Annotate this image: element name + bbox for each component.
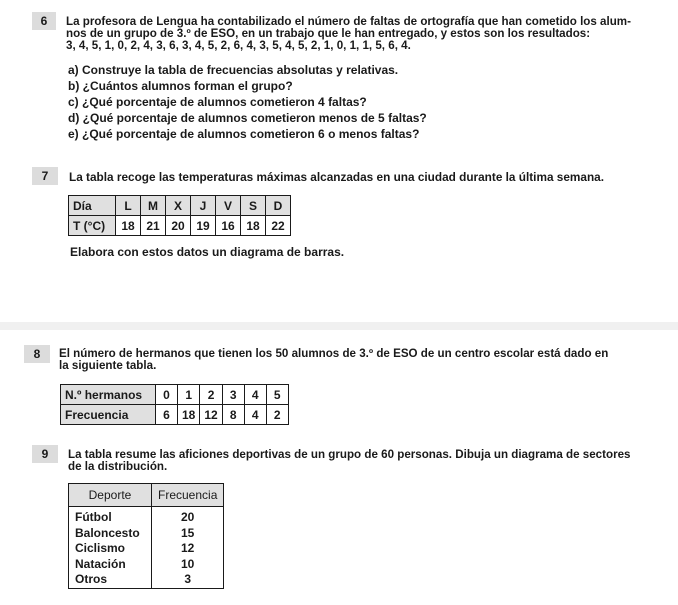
q7-day-header: Día [69,196,116,216]
q6-items [68,62,427,142]
q9-sport-name: Ciclismo [69,541,152,557]
q9-line-1: La tabla resume las aficiones deportivas de un grupo de 60 personas. Dibuja un diagrama de sectores [68,448,631,461]
table-row [69,557,224,573]
q8-siblings-cell: 0 [156,385,178,405]
q7-temp-row [69,216,291,236]
q7-number: 7 [32,167,58,185]
q8-siblings-cell: 5 [266,385,288,405]
q8-siblings-cell: 3 [222,385,244,405]
q9-sport-freq: 3 [152,572,224,588]
q9-sport-name: Otros [69,572,152,588]
q7-temp-header: T (°C) [69,216,116,236]
q8-line-2: la siguiente tabla. [59,359,157,372]
q7-statement: La tabla recoge las temperaturas máximas alcanzadas en una ciudad durante la última semana. [69,170,605,184]
q8-siblings-row [61,385,289,405]
q6-item-d: d) ¿Qué porcentaje de alumnos cometieron menos de 5 faltas? [68,111,427,125]
table-row [69,541,224,557]
q8-siblings-cell: 4 [244,385,266,405]
q9-sports-table [68,483,224,589]
q6-line-3: 3, 4, 5, 1, 0, 2, 4, 3, 6, 3, 4, 5, 2, 6, 4, 3, 5, 4, 5, 2, 1, 0, 1, 1, 5, 6, 4. [66,39,411,52]
q8-frequency-cell: 4 [244,405,266,425]
q8-frequency-cell: 12 [200,405,222,425]
q9-frequency-header: Frecuencia [152,484,224,507]
q9-sport-freq: 20 [152,507,224,526]
q7-temp-cell: 19 [191,216,216,236]
q9-number: 9 [32,445,58,463]
q7-temp-cell: 18 [116,216,141,236]
q6-item-e: e) ¿Qué porcentaje de alumnos cometieron 6 o menos faltas? [68,127,420,141]
q8-frequency-row [61,405,289,425]
q9-sport-name: Natación [69,557,152,573]
q6-statement [66,16,666,52]
q6-line-2: nos de un grupo de 3.º de ESO, en un trabajo que le han entregado, y estos son los resultados: [66,27,591,40]
q7-day-cell: D [266,196,291,216]
q9-sport-name: Baloncesto [69,526,152,542]
q8-line-1: El número de hermanos que tienen los 50 alumnos de 3.º de ESO de un centro escolar está dado en [59,347,609,360]
q7-day-cell: X [166,196,191,216]
q8-siblings-cell: 2 [200,385,222,405]
q6-item-a: a) Construye la tabla de frecuencias absolutas y relativas. [68,63,399,77]
q7-temp-cell: 22 [266,216,291,236]
q8-siblings-cell: 1 [178,385,200,405]
q6-item-c: c) ¿Qué porcentaje de alumnos cometieron 4 faltas? [68,95,367,109]
q8-statement [59,348,608,372]
q7-temp-cell: 20 [166,216,191,236]
q8-siblings-header: N.º hermanos [61,385,156,405]
q6-number: 6 [32,12,56,30]
q9-line-2: de la distribución. [68,460,168,473]
q9-sport-name: Fútbol [69,507,152,526]
q9-sport-header: Deporte [69,484,152,507]
q7-instruction: Elabora con estos datos un diagrama de barras. [70,245,345,259]
table-row [69,526,224,542]
q9-statement [68,449,630,473]
q7-temp-cell: 18 [241,216,266,236]
q6-item-b: b) ¿Cuántos alumnos forman el grupo? [68,79,293,93]
table-row [69,572,224,588]
q8-number: 8 [24,345,50,363]
q7-day-cell: L [116,196,141,216]
q8-frequency-header: Frecuencia [61,405,156,425]
q7-temp-cell: 21 [141,216,166,236]
q7-day-row [69,196,291,216]
q9-sport-freq: 12 [152,541,224,557]
q9-sport-freq: 10 [152,557,224,573]
q6-line-1: La profesora de Lengua ha contabilizado el número de faltas de ortografía que han cometido los alum- [66,15,631,28]
q8-frequency-cell: 18 [178,405,200,425]
q8-frequency-cell: 2 [266,405,288,425]
q7-day-cell: M [141,196,166,216]
table-row [69,507,224,526]
q7-day-cell: J [191,196,216,216]
q9-header-row [69,484,224,507]
section-divider [0,322,678,330]
q7-day-cell: V [216,196,241,216]
q7-temp-cell: 16 [216,216,241,236]
q7-temperature-table [68,195,291,236]
q9-sport-freq: 15 [152,526,224,542]
q8-frequency-cell: 6 [156,405,178,425]
q8-frequency-cell: 8 [222,405,244,425]
q7-day-cell: S [241,196,266,216]
q8-siblings-table [60,384,289,425]
